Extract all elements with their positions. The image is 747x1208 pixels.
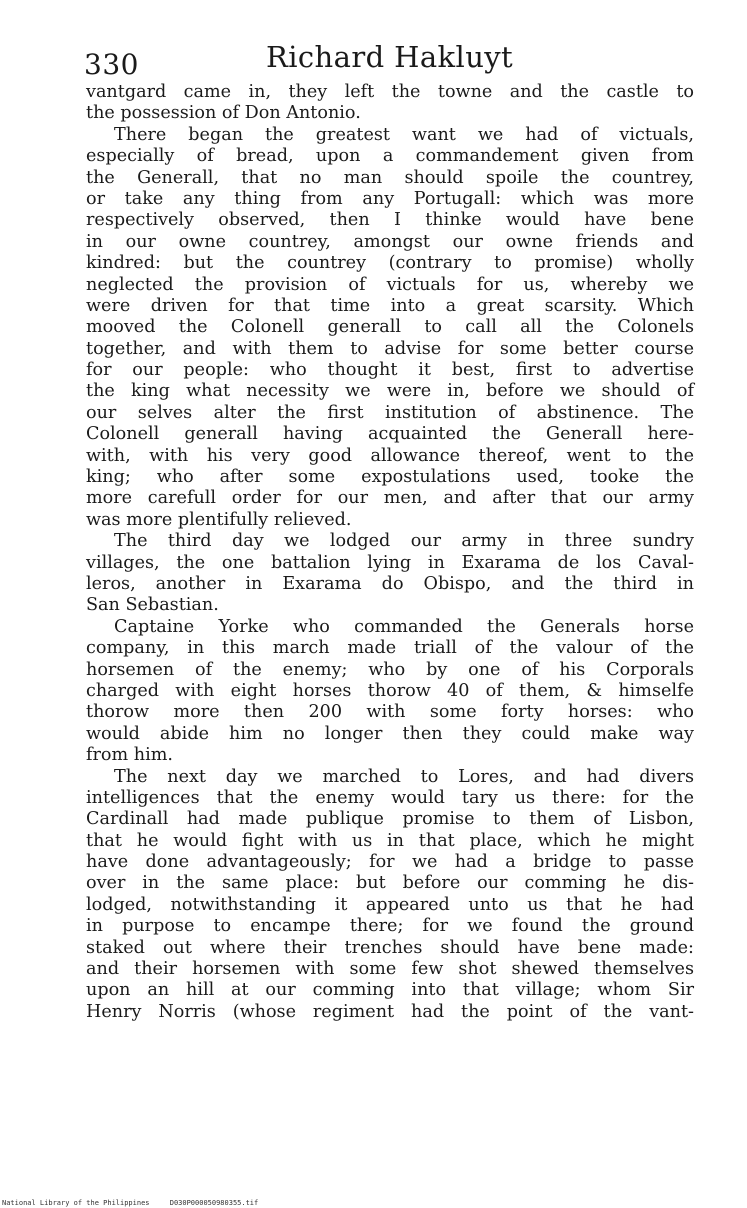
text-line: in our owne countrey, amongst our owne friends and [86,231,694,252]
text-line: or take any thing from any Portugall: which was more [86,188,694,209]
text-line: the king what necessity we were in, before we should of [86,381,694,402]
text-line: intelligences that the enemy would tary us there: for the [86,787,694,808]
text-line: neglected the provision of victuals for us, whereby we [86,274,694,295]
text-line: in purpose to encampe there; for we found the ground [86,916,694,937]
text-line: more carefull order for our men, and after that our army [86,488,694,509]
text-line: mooved the Colonell generall to call all the Colonels [86,317,694,338]
text-line: vantgard came in, they left the towne and the castle to [86,82,694,102]
text-line: The next day we marched to Lores, and had divers [114,766,694,787]
text-line: upon an hill at our comming into that village; whom Sir [86,980,694,1001]
text-line: from him. [86,745,174,766]
text-line: horsemen of the enemy; who by one of his Corporals [86,659,694,680]
text-line: There began the greatest want we had of victuals, [114,124,694,145]
text-line: The third day we lodged our army in three sundry [114,531,694,552]
text-line: staked out where their trenches should have bene made: [86,937,694,958]
text-line: leros, another in Exarama do Obispo, and the third in [86,573,694,594]
text-line: charged with eight horses thorow 40 of them, & himselfe [86,680,694,701]
text-line: Henry Norris (whose regiment had the point of the vant- [86,1001,694,1022]
page-title: Richard Hakluyt [266,40,514,74]
page-number: 330 [84,48,139,81]
text-line: together, and with them to advise for some better course [86,338,694,359]
text-line: for our people: who thought it best, first to advertise [86,360,694,381]
text-line: especially of bread, upon a commandement given from [86,146,694,167]
text-line: the Generall, that no man should spoile the countrey, [86,167,694,188]
text-line: villages, the one battalion lying in Exarama de los Caval- [86,552,694,573]
text-line: kindred: but the countrey (contrary to promise) wholly [86,253,694,274]
text-line: king; who after some expostulations used, tooke the [86,467,694,488]
text-line: with, with his very good allowance thereof, went to the [86,445,694,466]
text-line: that he would fight with us in that place, which he might [86,830,694,851]
scan-file-id: D030P000050980355.tif [169,1199,259,1207]
text-line: and their horsemen with some few shot shewed themselves [86,959,694,980]
scan-footer [2,1199,258,1207]
text-line: Captaine Yorke who commanded the Generals horse [114,616,694,637]
text-line: thorow more then 200 with some forty horses: who [86,702,694,723]
text-line: our selves alter the first institution of abstinence. The [86,402,694,423]
text-line: would abide him no longer then they could make way [86,723,694,744]
text-line: respectively observed, then I thinke would have bene [86,210,694,231]
library-credit: National Library of the Philippines [2,1199,150,1207]
text-line: over in the same place: but before our comming he dis- [86,873,694,894]
text-line: Colonell generall having acquainted the Generall here- [86,424,694,445]
text-line: the possession of Don Antonio. [86,103,361,124]
text-line: San Sebastian. [86,595,219,616]
running-head [84,38,684,88]
text-line: lodged, notwithstanding it appeared unto us that he had [86,894,694,915]
text-line: Cardinall had made publique promise to them of Lisbon, [86,809,694,830]
text-line: company, in this march made triall of the valour of the [86,638,694,659]
text-line: were driven for that time into a great scarsity. Which [86,295,694,316]
text-line: have done advantageously; for we had a bridge to passe [86,852,694,873]
body-text [86,82,694,1023]
text-line: was more plentifully relieved. [86,509,352,530]
